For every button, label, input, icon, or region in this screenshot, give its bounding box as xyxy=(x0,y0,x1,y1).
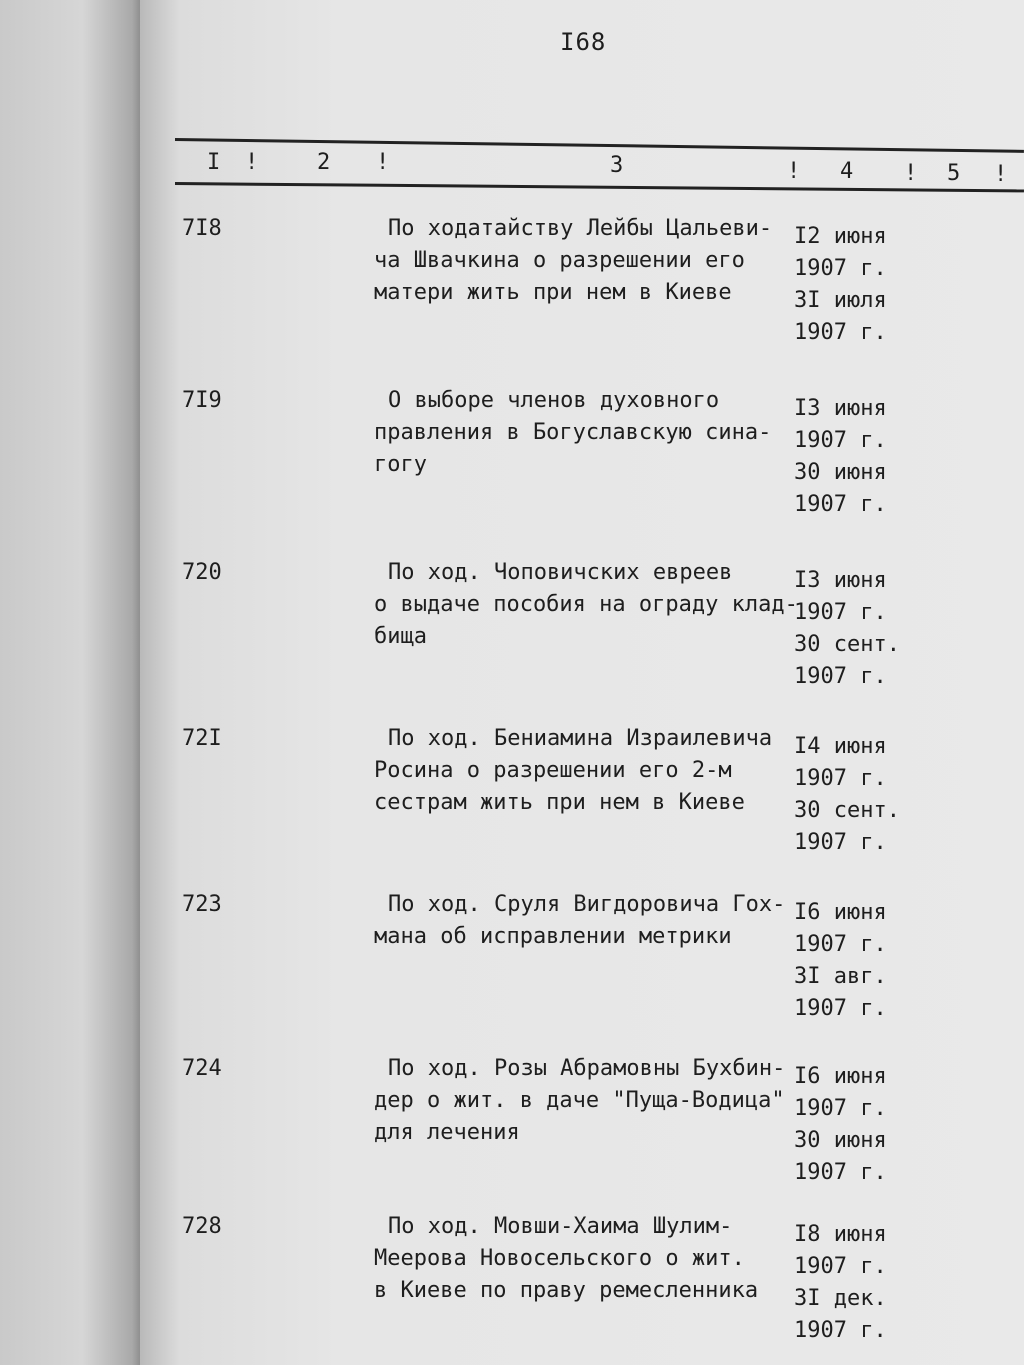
entry-description-line: По ход. Сруля Вигдоровича Гох- xyxy=(388,892,786,917)
entry-number: 723 xyxy=(182,892,222,917)
entry-description-line: матери жить при нем в Киеве xyxy=(374,280,732,305)
entry-date-line: 30 сент. xyxy=(794,632,900,657)
entry-number: 728 xyxy=(182,1214,222,1239)
column-separator: ! xyxy=(994,162,1008,187)
entry-date-line: I4 июня xyxy=(794,734,887,759)
entry-date-line: 1907 г. xyxy=(794,256,887,281)
page-number: I68 xyxy=(560,28,607,56)
column-header-5: 5 xyxy=(947,161,961,186)
entry-description-line: мана об исправлении метрики xyxy=(374,924,732,949)
entry-date-line: 1907 г. xyxy=(794,320,887,345)
entry-date-line: 3I авг. xyxy=(794,964,887,989)
document-page xyxy=(140,0,1024,1365)
entry-description-line: правления в Богуславскую сина- xyxy=(374,420,772,445)
entry-date-line: I3 июня xyxy=(794,396,887,421)
entry-date-line: 1907 г. xyxy=(794,932,887,957)
entry-date-line: 1907 г. xyxy=(794,1096,887,1121)
column-separator: ! xyxy=(787,159,801,184)
column-separator: ! xyxy=(245,150,259,175)
entry-date-line: 1907 г. xyxy=(794,996,887,1021)
column-header-1: I xyxy=(207,150,221,175)
entry-description-line: дер о жит. в даче "Пуща-Водица" xyxy=(374,1088,785,1113)
entry-description-line: для лечения xyxy=(374,1120,520,1145)
entry-date-line: 1907 г. xyxy=(794,1318,887,1343)
facing-page xyxy=(0,0,150,1365)
entry-description-line: О выборе членов духовного xyxy=(388,388,720,413)
entry-description-line: По ходатайству Лейбы Цальеви- xyxy=(388,216,773,241)
entry-description-line: в Киеве по праву ремесленника xyxy=(374,1278,759,1303)
entry-number: 724 xyxy=(182,1056,222,1081)
entry-description-line: сестрам жить при нем в Киеве xyxy=(374,790,745,815)
entry-date-line: 30 сент. xyxy=(794,798,900,823)
entry-date-line: 1907 г. xyxy=(794,600,887,625)
entry-description-line: Меерова Новосельского о жит. xyxy=(374,1246,745,1271)
entry-description-line: ча Швачкина о разрешении его xyxy=(374,248,745,273)
entry-date-line: 1907 г. xyxy=(794,830,887,855)
column-header-3: 3 xyxy=(610,153,624,178)
entry-date-line: 1907 г. xyxy=(794,1160,887,1185)
entry-date-line: 30 июня xyxy=(794,460,887,485)
entry-date-line: 1907 г. xyxy=(794,664,887,689)
entry-description-line: о выдаче пособия на ограду клад- xyxy=(374,592,798,617)
entry-date-line: 1907 г. xyxy=(794,428,887,453)
entry-number: 72I xyxy=(182,726,222,751)
column-separator: ! xyxy=(376,150,390,175)
entry-date-line: 3I июля xyxy=(794,288,887,313)
entry-date-line: I3 июня xyxy=(794,568,887,593)
entry-date-line: 1907 г. xyxy=(794,492,887,517)
entry-date-line: I6 июня xyxy=(794,900,887,925)
column-header-2: 2 xyxy=(317,150,331,175)
entry-date-line: I2 июня xyxy=(794,224,887,249)
entry-date-line: I8 июня xyxy=(794,1222,887,1247)
entry-number: 7I9 xyxy=(182,388,222,413)
entry-description-line: По ход. Бениамина Израилевича xyxy=(388,726,773,751)
entry-date-line: 1907 г. xyxy=(794,1254,887,1279)
entry-description-line: Росина о разрешении его 2-м xyxy=(374,758,732,783)
entry-description-line: По ход. Чоповичских евреев xyxy=(388,560,733,585)
column-header-4: 4 xyxy=(840,159,854,184)
entry-description-line: бища xyxy=(374,624,427,649)
entry-date-line: 3I дек. xyxy=(794,1286,887,1311)
entry-date-line: 30 июня xyxy=(794,1128,887,1153)
entry-description-line: гогу xyxy=(374,452,427,477)
column-separator: ! xyxy=(904,161,918,186)
entry-number: 7I8 xyxy=(182,216,222,241)
entry-date-line: 1907 г. xyxy=(794,766,887,791)
entry-description-line: По ход. Розы Абрамовны Бухбин- xyxy=(388,1056,786,1081)
entry-number: 720 xyxy=(182,560,222,585)
entry-description-line: По ход. Мовши-Хаима Шулим- xyxy=(388,1214,733,1239)
entry-date-line: I6 июня xyxy=(794,1064,887,1089)
